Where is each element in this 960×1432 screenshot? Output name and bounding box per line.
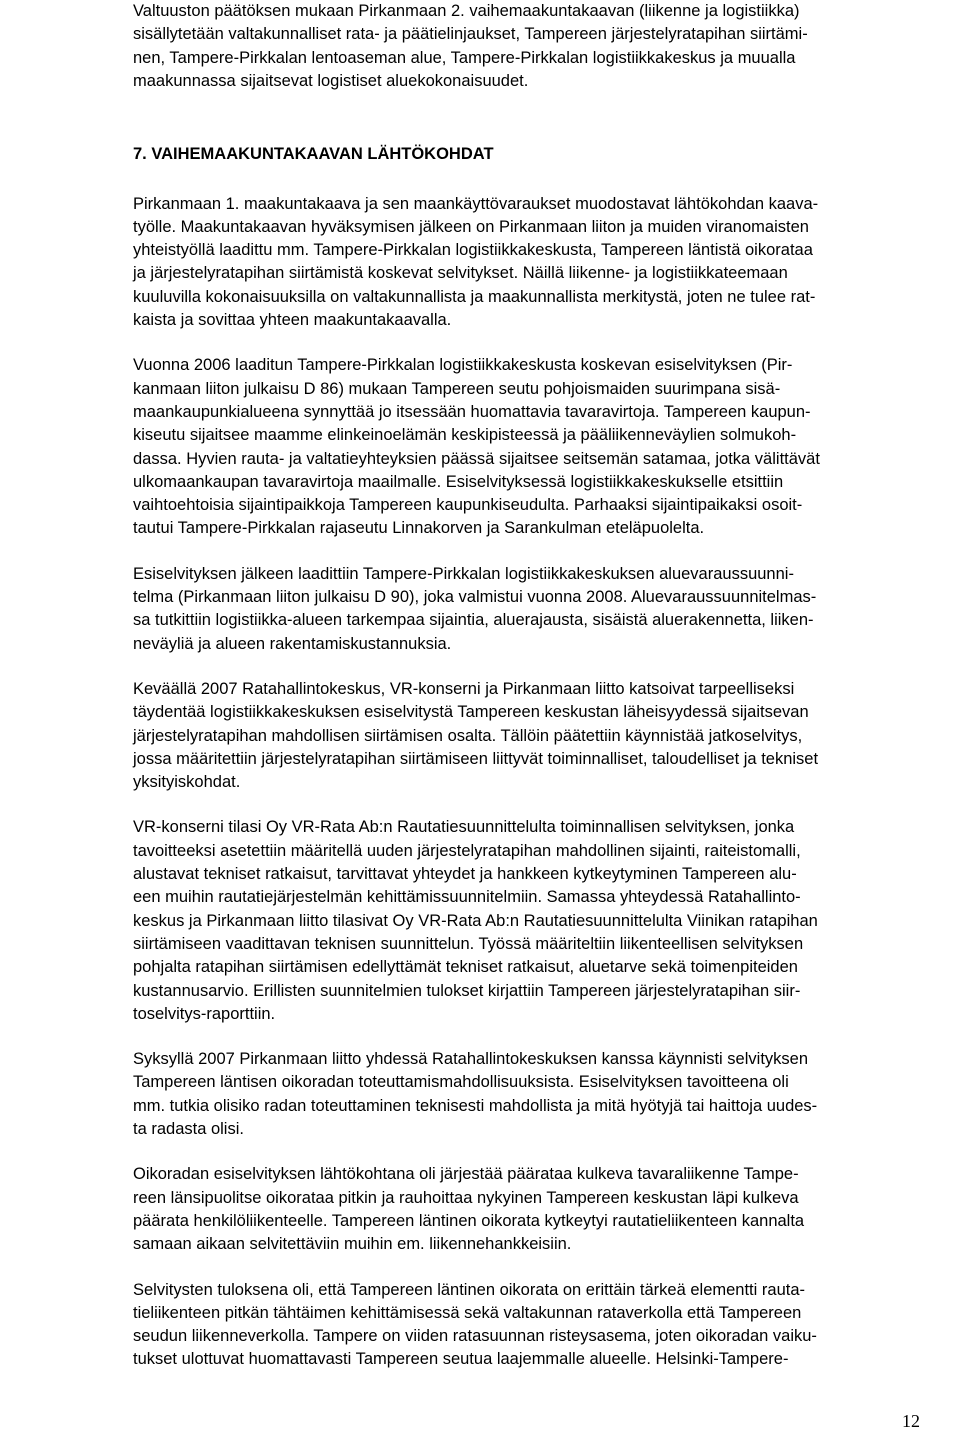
text-line: keskus ja Pirkanmaan liitto tilasivat Oy VR-Rata Ab:n Rautatiesuunnittelulta Viinikan ratapihan xyxy=(133,911,818,930)
text-line: työlle. Maakuntakaavan hyväksymisen jälkeen on Pirkanmaan liiton ja muiden viranomaisten xyxy=(133,217,809,236)
text-line: Syksyllä 2007 Pirkanmaan liitto yhdessä Ratahallintokeskuksen kanssa käynnisti selvityksen xyxy=(133,1050,809,1069)
text-line: tukset ulottuvat huomattavasti Tampereen seutua laajemmalle alueelle. Helsinki-Tampere- xyxy=(133,1350,789,1369)
text-line: Esiselvityksen jälkeen laadittiin Tampere-Pirkkalan logistiikkakeskuksen aluevaraussuunni- xyxy=(133,564,794,583)
text-line: maankaupunkialueena synnyttää jo itsessään huomattavia tavaravirtoja. Tampereen kaupun- xyxy=(133,402,811,421)
text-line: kanmaan liiton julkaisu D 86) mukaan Tampereen seutu pohjoismaiden suurimpana sisä- xyxy=(133,379,781,398)
text-line: ta radasta olisi. xyxy=(133,1120,244,1138)
text-line: kuuluvilla kokonaisuuksilla on valtakunnallista ja maakunnallista merkitystä, joten ne tulee rat- xyxy=(133,287,816,306)
text-line: järjestelyratapihan mahdollisen siirtämisen osalta. Tällöin päätettiin käynnistää jatkoselvitys, xyxy=(133,726,803,745)
text-line: maakunnassa sijaitsevat logistiset aluekokonaisuudet. xyxy=(133,71,529,90)
text-line: kiseutu sijaitsee maamme elinkeinoelämän keskipisteessä ja pääliikenneväylien solmukoh- xyxy=(133,426,797,445)
text-line: tautui Tampere-Pirkkalan rajaseutu Linnakorven ja Sarankulman eteläpuolelta. xyxy=(133,519,705,538)
text-line: mm. tutkia olisiko radan toteuttaminen teknisesti mahdollista ja mitä hyötyjä tai haittoja uudes- xyxy=(133,1096,818,1115)
text-line: kaista ja sovittaa yhteen maakuntakaavalla. xyxy=(133,311,452,329)
text-line: telma (Pirkanmaan liiton julkaisu D 90), joka valmistui vuonna 2008. Aluevaraussuunnitelmas- xyxy=(133,588,817,606)
text-line: Pirkanmaan 1. maakuntakaava ja sen maankäyttövaraukset muodostavat lähtökohdan kaava- xyxy=(133,194,819,213)
section-heading: 7. VAIHEMAAKUNTAKAAVAN LÄHTÖKOHDAT xyxy=(133,145,494,164)
text-line: nen, Tampere-Pirkkalan lentoaseman alue, Tampere-Pirkkalan logistiikkakeskus ja muualla xyxy=(133,48,796,67)
text-line: yksityiskohdat. xyxy=(133,773,241,792)
text-line: Keväällä 2007 Ratahallintokeskus, VR-konserni ja Pirkanmaan liitto katsoivat tarpeelliseksi xyxy=(133,679,795,698)
text-line: yhteistyöllä laadittu mm. Tampere-Pirkkalan logistiikkakeskusta, Tampereen läntistä oikorataa xyxy=(133,241,813,260)
text-line: samaan aikaan selvitettäviin muihin em. liikennehankkeisiin. xyxy=(133,1235,572,1254)
text-line: vaihtoehtoisia sijaintipaikkoja Tampereen kaupunkiseudulta. Parhaaksi sijaintipaikaksi osoit- xyxy=(133,496,803,515)
text-line: ja järjestelyratapihan siirtämistä koskevat selvitykset. Näillä liikenne- ja logistiikkateemaan xyxy=(133,264,788,283)
text-line: jossa määritettiin järjestelyratapihan siirtämiseen liittyvät toiminnalliset, taloudelliset ja tekniset xyxy=(133,749,819,768)
text-line: een muihin rautatiejärjestelmän kehittämissuunnitelmiin. Samassa yhteydessä Ratahallinto- xyxy=(133,888,801,907)
text-line: kustannusarvio. Erillisten suunnitelmien tulokset kirjattiin Tampereen järjestelyratapihan siir- xyxy=(133,981,801,1000)
text-line: reen länsipuolitse oikorataa pitkin ja rauhoittaa nykyinen Tampereen keskustan läpi kulkeva xyxy=(133,1188,799,1207)
text-line: päärata henkilöliikenteelle. Tampereen läntinen oikorata kytkeytyi rautatieliikenteen kannalta xyxy=(133,1211,805,1230)
page-number: 12 xyxy=(902,1411,920,1431)
text-line: Oikoradan esiselvityksen lähtökohtana oli järjestää päärataa kulkeva tavaraliikenne Tampe- xyxy=(133,1165,799,1184)
text-line: Valtuuston päätöksen mukaan Pirkanmaan 2. vaihemaakuntakaavan (liikenne ja logistiikka) xyxy=(133,2,800,20)
text-line: Vuonna 2006 laaditun Tampere-Pirkkalan logistiikkakeskusta koskevan esiselvityksen (Pir- xyxy=(133,356,793,375)
text-line: toselvitys-raporttiin. xyxy=(133,1004,276,1023)
text-line: tieliikenteen pitkän tähtäimen kehittämisessä sekä valtakunnan rataverkolla että Tampereen xyxy=(133,1303,802,1322)
text-line: sa tutkittiin logistiikka-alueen tarkempaa sijaintia, aluerajausta, sisäistä aluerakennetta, liiken- xyxy=(133,611,814,630)
text-line: seudun liikenneverkolla. Tampere on viiden ratasuunnan risteysasema, joten oikoradan vaiku- xyxy=(133,1327,817,1346)
text-line: pohjalta ratapihan siirtämisen edellyttämät tekniset ratkaisut, aluetarve sekä toimenpiteiden xyxy=(133,958,798,977)
text-line: sisällytetään valtakunnalliset rata- ja päätielinjaukset, Tampereen järjestelyratapihan siirtämi- xyxy=(133,25,808,44)
text-line: täydentää logistiikkakeskuksen esiselvitystä Tampereen keskustan läheisyydessä sijaitsevan xyxy=(133,703,809,722)
text-line: tavoitteeksi asetettiin määritellä uuden järjestelyratapihan mahdollinen sijainti, raiteistomalli, xyxy=(133,841,801,860)
text-line: alustavat tekniset ratkaisut, tarvittavat yhteydet ja hankkeen kytkeytyminen Tampereen alu- xyxy=(133,865,797,883)
text-line: Tampereen läntisen oikoradan toteuttamismahdollisuuksista. Esiselvityksen tavoitteena oli xyxy=(133,1073,789,1092)
text-line: neväyliä ja alueen rakentamiskustannuksia. xyxy=(133,634,452,653)
text-line: ulkomaankaupan tavaravirtoja maailmalle. Esiselvityksessä logistiikkakeskukselle etsittiin xyxy=(133,472,784,491)
text-line: dassa. Hyvien rauta- ja valtatieyhteyksien päässä sijaitsee seitsemän satamaa, jotka välittävät xyxy=(133,449,820,468)
text-line: VR-konserni tilasi Oy VR-Rata Ab:n Rautatiesuunnittelulta toiminnallisen selvityksen, jonka xyxy=(133,818,795,837)
text-line: siirtämiseen vaadittavan teknisen suunnittelun. Työssä määriteltiin liikenteellisen selvityksen xyxy=(133,934,804,953)
text-line: Selvitysten tuloksena oli, että Tampereen läntinen oikorata on erittäin tärkeä elementti rauta- xyxy=(133,1280,805,1299)
